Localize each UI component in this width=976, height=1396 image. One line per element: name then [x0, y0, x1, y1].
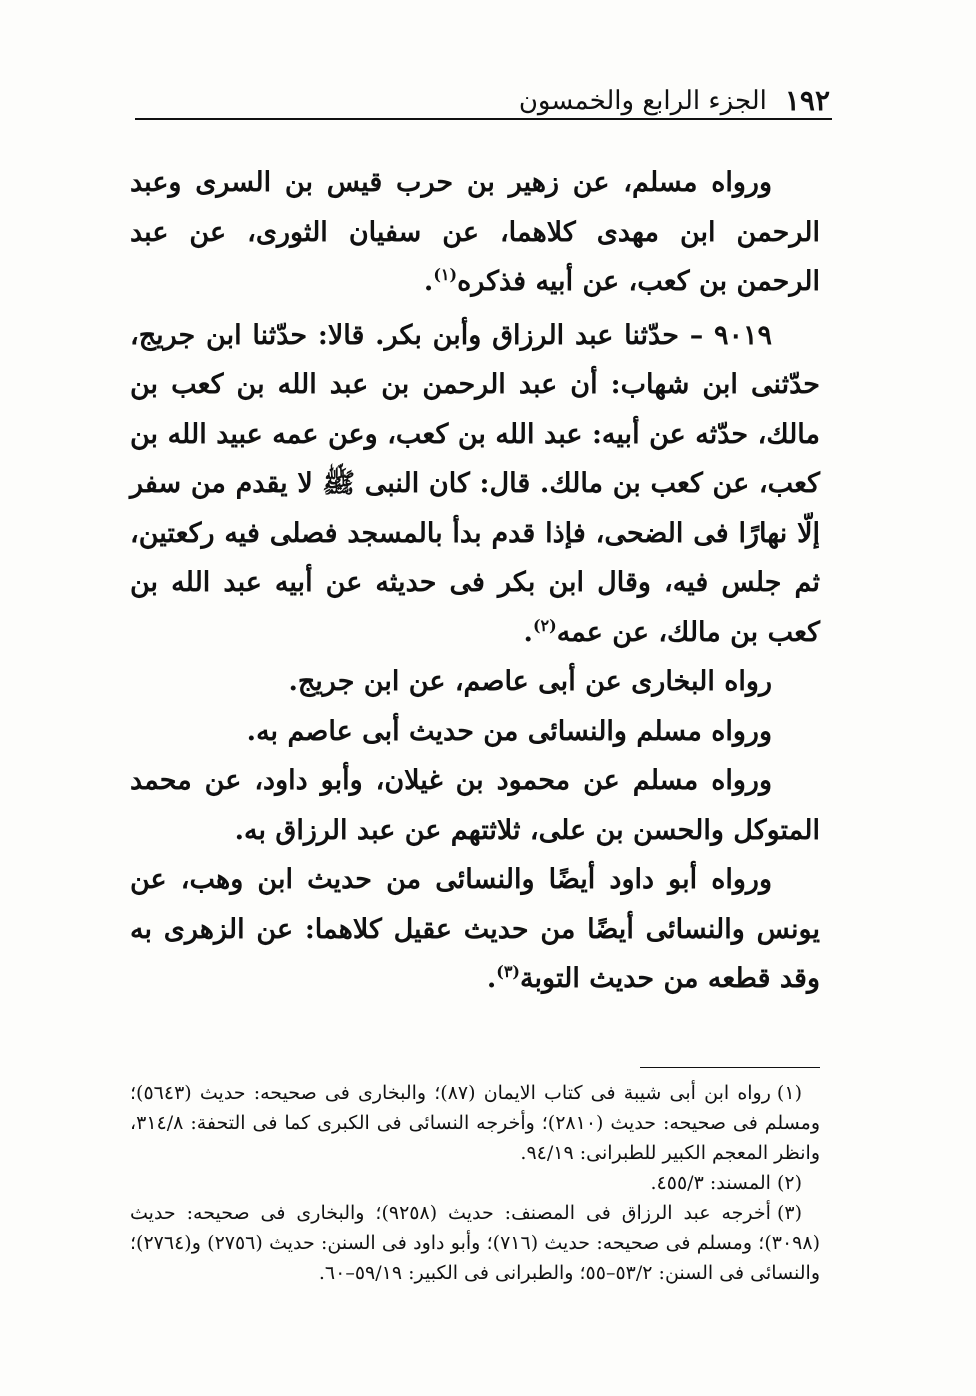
footnote-2-text: المسند: ٤٥٥/٣. — [650, 1172, 771, 1194]
footnote-2-label: (٢) — [776, 1172, 802, 1194]
footnote-ref-1: (١) — [433, 265, 458, 284]
paragraph-6 — [130, 855, 820, 1004]
running-title: الجزء الرابع والخمسون — [518, 86, 767, 116]
footnote-ref-3: (٣) — [496, 962, 520, 981]
paragraph-1 — [130, 158, 820, 307]
paragraph-3: رواه البخارى عن أبى عاصم، عن ابن جريج. — [288, 666, 772, 697]
header-rule — [135, 118, 832, 120]
paragraph-6-end: . — [486, 963, 497, 994]
footnote-3-label: (٣) — [776, 1202, 802, 1224]
page-header — [150, 76, 830, 118]
footnote-1 — [130, 1078, 820, 1168]
page-number: ١٩٢ — [784, 84, 830, 117]
paragraph-1-text: ورواه مسلم، عن زهير بن حرب قيس بن السرى وعبد الرحمن ابن مهدى كلاهما، عن سفيان الثورى، عن عبد الرحمن بن كعب، عن أبيه فذكره — [130, 167, 820, 297]
main-text — [130, 158, 820, 1004]
hadith-9019 — [130, 311, 820, 658]
footnote-3 — [130, 1198, 820, 1288]
footnote-rule — [640, 1067, 820, 1068]
footnote-2 — [130, 1168, 820, 1198]
paragraph-5: ورواه مسلم عن محمود بن غيلان، وأبو داود، عن محمد المتوكل والحسن بن على، ثلاثتهم عن عبد الرزاق به. — [130, 765, 820, 846]
hadith-9019-text: ٩٠١٩ – حدّثنا عبد الرزاق وأبن بكر. قالا: حدّثنا ابن جريج، حدّثنى ابن شهاب: أن عبد الرحمن بن عبد الله بن كعب بن مالك، حدّثه عن أبيه: عبد الله بن كعب، وعن عمه عبيد الله بن كعب، عن كعب بن مالك. قال: كان النبى ﷺ لا يقدم من سفر إلّا نهارًا فى الضحى، فإذا قدم بدأ بالمسجد فصلى فيه ركعتين، ثم جلس فيه، وقال ابن بكر فى حديثه عن أبيه عبد الله بن كعب بن مالك، عن عمه — [130, 319, 820, 648]
footnote-3-text: أخرجه عبد الرزاق فى المصنف: حديث (٩٢٥٨)؛ والبخارى فى صحيحه: حديث (٣٠٩٨)؛ ومسلم فى صحيحه: حديث (٧١٦)؛ وأبو داود فى السنن: حديث (٢٧٥٦) و(٢٧٦٤)؛ والنسائى فى السنن: ٥٣/٢–٥٥؛ والطبرانى فى الكبير: ٥٩/١٩–٦٠. — [130, 1202, 820, 1284]
hadith-9019-end: . — [523, 616, 533, 648]
paragraph-1-end: . — [423, 266, 434, 297]
footnotes — [130, 1078, 820, 1288]
paragraph-6-text: ورواه أبو داود أيضًا والنسائى من حديث ابن وهب، عن يونس والنسائى أيضًا من حديث عقيل كلاهما: عن الزهرى به وقد قطعه من حديث التوبة — [130, 864, 820, 994]
paragraph-4: ورواه مسلم والنسائى من حديث أبى عاصم به. — [246, 715, 772, 747]
footnote-ref-2: (٢) — [532, 615, 557, 635]
footnote-1-text: رواه ابن أبى شيبة فى كتاب الايمان (٨٧)؛ والبخارى فى صحيحه: حديث (٥٦٤٣)؛ ومسلم فى صحيحه: حديث (٢٨١٠)؛ وأخرجه النسائى فى الكبرى كما فى التحفة: ٣١٤/٨، وانظر المعجم الكبير للطبرانى: ٩٤/١٩. — [130, 1082, 821, 1164]
footnote-1-label: (١) — [776, 1082, 802, 1104]
